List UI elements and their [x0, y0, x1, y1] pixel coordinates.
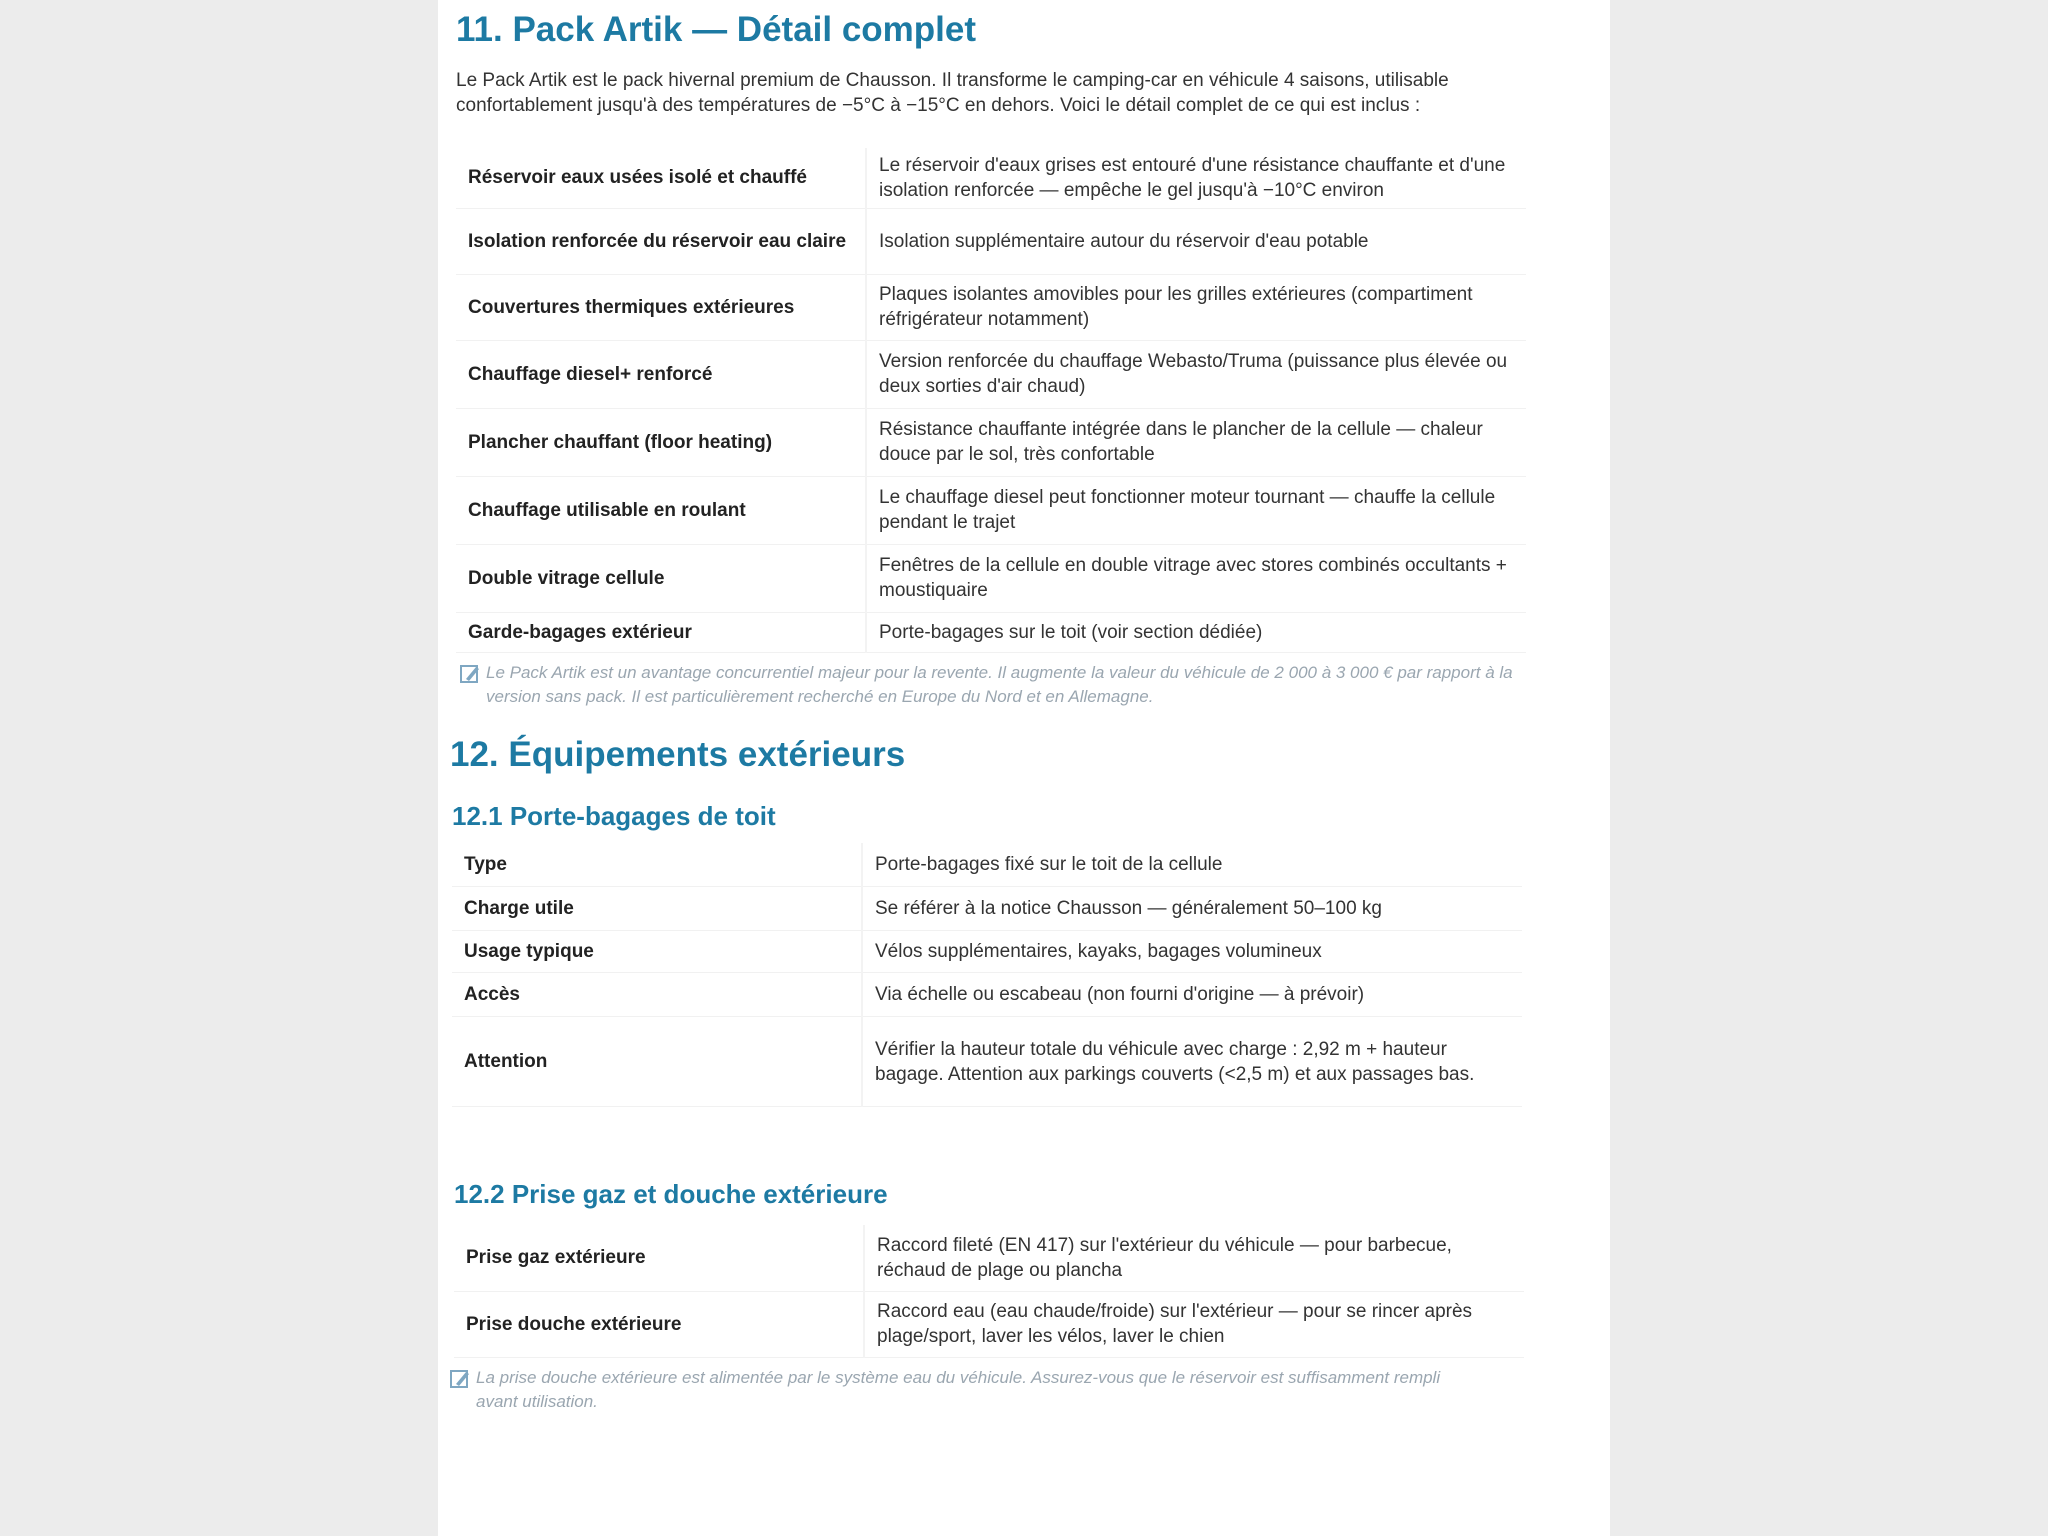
table-row: [452, 931, 1522, 973]
table-row: [456, 476, 1526, 544]
section-12-title: 12. Équipements extérieurs: [450, 734, 906, 774]
note-pencil-icon: [460, 664, 480, 684]
table-row: [452, 843, 1522, 887]
row-key: Réservoir eaux usées isolé et chauffé: [456, 148, 866, 208]
row-value: Le réservoir d'eaux grises est entouré d'une résistance chauffante et d'une isolation renforcée — empêche le gel jusqu'à −10°C environ: [866, 148, 1526, 208]
section-11-intro: Le Pack Artik est le pack hivernal premium de Chausson. Il transforme le camping-car en véhicule 4 saisons, utilisable confortablement jusqu'à des températures de −5°C à −15°C en dehors. Voici le détail complet de ce qui est inclus :: [456, 70, 1449, 116]
note-text: La prise douche extérieure est alimentée par le système eau du véhicule. Assurez-vous que le réservoir est suffisamment rempli avant utilisation.: [476, 1367, 1441, 1411]
row-value: Porte-bagages sur le toit (voir section dédiée): [866, 612, 1526, 652]
note-text: Le Pack Artik est un avantage concurrentiel majeur pour la revente. Il augmente la valeur du véhicule de 2 000 à 3 000 € par rapport à la version sans pack. Il est particulièrement recherché en Europe du Nord et en Allemagne.: [486, 662, 1513, 706]
table-row: [456, 408, 1526, 476]
table-row: [456, 148, 1526, 208]
row-value: Isolation supplémentaire autour du réservoir d'eau potable: [866, 208, 1526, 274]
gas-shower-table: [454, 1225, 1524, 1358]
row-value: Porte-bagages fixé sur le toit de la cellule: [862, 843, 1522, 887]
table-row: [456, 544, 1526, 612]
outdoor-shower-note: [446, 1366, 1466, 1414]
row-value: Via échelle ou escabeau (non fourni d'origine — à prévoir): [862, 973, 1522, 1017]
document-content: [450, 8, 1536, 1414]
row-key: Double vitrage cellule: [456, 544, 866, 612]
table-row: [456, 340, 1526, 408]
row-key: Attention: [452, 1017, 862, 1107]
row-key: Prise douche extérieure: [454, 1291, 864, 1357]
section-12-1-title: 12.1 Porte-bagages de toit: [452, 800, 776, 831]
table-row: [452, 1017, 1522, 1107]
table-row: [456, 208, 1526, 274]
row-key: Garde-bagages extérieur: [456, 612, 866, 652]
table-row: [452, 973, 1522, 1017]
row-key: Couvertures thermiques extérieures: [456, 274, 866, 340]
row-value: Raccord eau (eau chaude/froide) sur l'extérieur — pour se rincer après plage/sport, laver les vélos, laver le chien: [864, 1291, 1524, 1357]
pack-artik-table: [456, 148, 1526, 653]
table-row: [454, 1291, 1524, 1357]
table-row: [456, 612, 1526, 652]
row-value: Raccord fileté (EN 417) sur l'extérieur du véhicule — pour barbecue, réchaud de plage ou plancha: [864, 1225, 1524, 1291]
row-key: Prise gaz extérieure: [454, 1225, 864, 1291]
row-key: Usage typique: [452, 931, 862, 973]
table-row: [454, 1225, 1524, 1291]
table-row: [456, 274, 1526, 340]
row-key: Charge utile: [452, 887, 862, 931]
row-key: Accès: [452, 973, 862, 1017]
table-row: [452, 887, 1522, 931]
row-key: Type: [452, 843, 862, 887]
row-value: Le chauffage diesel peut fonctionner moteur tournant — chauffe la cellule pendant le trajet: [866, 476, 1526, 544]
row-key: Isolation renforcée du réservoir eau claire: [456, 208, 866, 274]
row-value: Version renforcée du chauffage Webasto/Truma (puissance plus élevée ou deux sorties d'air chaud): [866, 340, 1526, 408]
row-key: Plancher chauffant (floor heating): [456, 408, 866, 476]
row-value: Vélos supplémentaires, kayaks, bagages volumineux: [862, 931, 1522, 973]
row-key: Chauffage utilisable en roulant: [456, 476, 866, 544]
row-value: Résistance chauffante intégrée dans le plancher de la cellule — chaleur douce par le sol, très confortable: [866, 408, 1526, 476]
pack-artik-note: [456, 661, 1516, 709]
row-value: Fenêtres de la cellule en double vitrage avec stores combinés occultants + moustiquaire: [866, 544, 1526, 612]
note-pencil-icon: [450, 1369, 470, 1389]
row-key: Chauffage diesel+ renforcé: [456, 340, 866, 408]
document-page: [438, 0, 1610, 1536]
row-value: Se référer à la notice Chausson — généralement 50–100 kg: [862, 887, 1522, 931]
row-value: Plaques isolantes amovibles pour les grilles extérieures (compartiment réfrigérateur notamment): [866, 274, 1526, 340]
section-11-title: 11. Pack Artik — Détail complet: [456, 10, 977, 49]
section-12-2-title: 12.2 Prise gaz et douche extérieure: [454, 1179, 888, 1209]
roof-rack-table: [452, 843, 1522, 1108]
row-value: Vérifier la hauteur totale du véhicule avec charge : 2,92 m + hauteur bagage. Attention aux parkings couverts (<2,5 m) et aux passages bas.: [862, 1017, 1522, 1107]
